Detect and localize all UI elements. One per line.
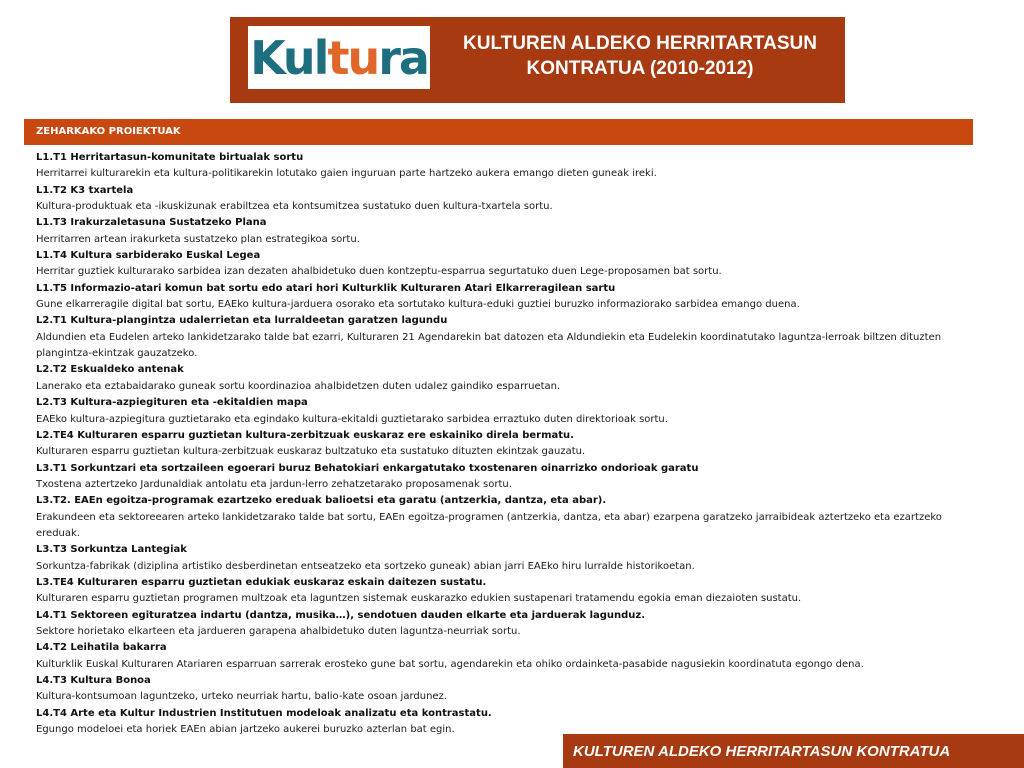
project-title: L3.T3 Sorkuntza Lantegiak: [36, 544, 187, 556]
project-description: Herritarrei kulturarekin eta kultura-politikarekin lotutako gaien inguruan parte hartzeko aukera emango dieten guneak ireki.: [36, 168, 657, 180]
project-title: L2.T3 Kultura-azpiegituren eta -ekitaldien mapa: [36, 397, 308, 409]
project-description: Sektore horietako elkarteen eta jardueren garapena ahalbidetuko duten laguntza-neurriak sortu.: [36, 625, 521, 637]
page-title-line-2: KONTRATUA (2010-2012): [526, 58, 754, 79]
project-entry: [36, 281, 966, 314]
project-title: L3.TE4 Kulturaren esparru guztietan edukiak euskaraz eskain daitezen sustatu.: [36, 576, 487, 588]
project-description: Kulturklik Euskal Kulturaren Atariaren esparruan sarrerak erosteko gune bat sortu, agendarekin eta ohiko ordainketa-pasabide nagusiekin koordinatuta egongo dena.: [36, 658, 864, 670]
project-list: [36, 150, 966, 738]
project-title: L4.T4 Arte eta Kultur Industrien Institutuen modeloak analizatu eta kontrastatu.: [36, 707, 492, 719]
project-title: L2.T1 Kultura-plangintza udalerrietan eta lurraldeetan garatzen lagundu: [36, 315, 448, 327]
project-description: Herritarren artean irakurketa sustatzeko plan estrategikoa sortu.: [36, 233, 360, 245]
project-title: L1.T5 Informazio-atari komun bat sortu edo atari hori Kulturklik Kulturaren Atari Elkarreragilean sartu: [36, 282, 616, 294]
project-title: L2.T2 Eskualdeko antenak: [36, 364, 184, 376]
project-title: L2.TE4 Kulturaren esparru guztietan kultura-zerbitzuak euskaraz ere eskainiko direla bermatu.: [36, 429, 574, 441]
page-title-line-1: KULTUREN ALDEKO HERRITARTASUN: [463, 33, 817, 54]
project-entry: [36, 673, 966, 706]
project-description: Kultura-kontsumoan laguntzeko, urteko neurriak hartu, balio-kate osoan jardunez.: [36, 691, 447, 703]
section-header-bar: [24, 119, 973, 145]
project-title: L1.T4 Kultura sarbiderako Euskal Legea: [36, 250, 261, 262]
project-entry: [36, 542, 966, 575]
project-description: Kulturaren esparru guztietan kultura-zerbitzuak euskaraz bultzatuko eta sustatuko dituzten ekintzak gauzatu.: [36, 446, 586, 458]
project-entry: [36, 640, 966, 673]
page-title: [445, 31, 835, 81]
project-entry: [36, 575, 966, 608]
project-title: L4.T1 Sektoreen egituratzea indartu (dantza, musika…), sendotuen dauden elkarte eta jarduerak lagunduz.: [36, 609, 646, 621]
project-entry: [36, 183, 966, 216]
project-description: Gune elkarreragile digital bat sortu, EAEko kultura-jarduera osorako eta sortutako kultura-eduki guztiei buruzko informaziorako sarbidea emango duena.: [36, 299, 800, 311]
project-entry: [36, 428, 966, 461]
project-entry: [36, 215, 966, 248]
project-description: Lanerako eta eztabaidarako guneak sortu koordinazioa ahalbidetzen duten udalez gaindiko esparruetan.: [36, 380, 561, 392]
project-description: Sorkuntza-fabrikak (diziplina artistiko desberdinetan entseatzeko eta sortzeko guneak) abian jarri EAEko hiru lurralde historikoetan.: [36, 560, 695, 572]
project-description: Aldundien eta Eudelen arteko lankidetzarako talde bat ezarri, Kulturaren 21 Agendarekin bat datozen eta Aldundiekin eta Eudelekin koordinatutako laguntza-lerroak biltzen dituzten plangintza-ekintzak gauzatzeko.: [36, 331, 942, 360]
project-entry: [36, 362, 966, 395]
project-entry: [36, 493, 966, 542]
header-banner: [230, 17, 845, 103]
project-description: Herritar guztiek kulturarako sarbidea izan dezaten ahalbidetuko duen kontzeptu-esparrua segurtatuko duen Lege-proposamen bat sortu.: [36, 266, 722, 278]
project-title: L1.T2 K3 txartela: [36, 184, 134, 196]
section-title: ZEHARKAKO PROIEKTUAK: [36, 126, 181, 137]
project-description: Txostena aztertzeko Jardunaldiak antolatu eta jardun-lerro zehatzetarako proposamenak sortu.: [36, 478, 512, 490]
logo-wordmark: Kultura: [250, 30, 428, 85]
project-title: L3.T1 Sorkuntzari eta sortzaileen egoerari buruz Behatokiari enkargatutako txostenaren oinarrizko ondorioak garatu: [36, 462, 699, 474]
project-title: L1.T1 Herritartasun-komunitate birtualak sortu: [36, 152, 304, 163]
project-description: Kultura-produktuak eta -ikuskizunak erabiltzea eta kontsumitzea sustatuko duen kultura-txartela sortu.: [36, 201, 553, 213]
project-entry: [36, 248, 966, 281]
project-title: L4.T2 Leihatila bakarra: [36, 642, 167, 654]
project-description: Kulturaren esparru guztietan programen multzoak eta laguntzen sistemak euskarazko edukien sustapenari tratamendu egokia eman diezaioten sustatu.: [36, 593, 802, 605]
project-title: L4.T3 Kultura Bonoa: [36, 675, 151, 686]
project-description: EAEko kultura-azpiegitura guztietarako eta egindako kultura-ekitaldi guztietarako sarbidea erraztuko duten direktorioak sortu.: [36, 413, 668, 425]
project-entry: [36, 150, 966, 183]
project-title: L1.T3 Irakurzaletasuna Sustatzeko Plana: [36, 217, 267, 229]
footer-bar: [563, 734, 1024, 768]
project-title: L3.T2. EAEn egoitza-programak ezartzeko ereduak balioetsi eta garatu (antzerkia, dantza, eta abar).: [36, 495, 607, 507]
project-entry: [36, 395, 966, 428]
project-description: Egungo modeloei eta horiek EAEn abian jartzeko aukerei buruzko azterlan bat egin.: [36, 724, 455, 736]
project-entry: [36, 313, 966, 362]
project-entry: [36, 608, 966, 641]
project-description: Erakundeen eta sektoreearen arteko lankidetzarako talde bat sortu, EAEn egoitza-programen (antzerkia, dantza, eta abar) ezarpena garatzeko jarraibideak aztertzeko eta ezartzeko ereduak.: [36, 511, 942, 539]
project-entry: [36, 461, 966, 494]
footer-title: KULTUREN ALDEKO HERRITARTASUN KONTRATUA: [573, 743, 951, 760]
kultura-logo: [248, 26, 430, 89]
